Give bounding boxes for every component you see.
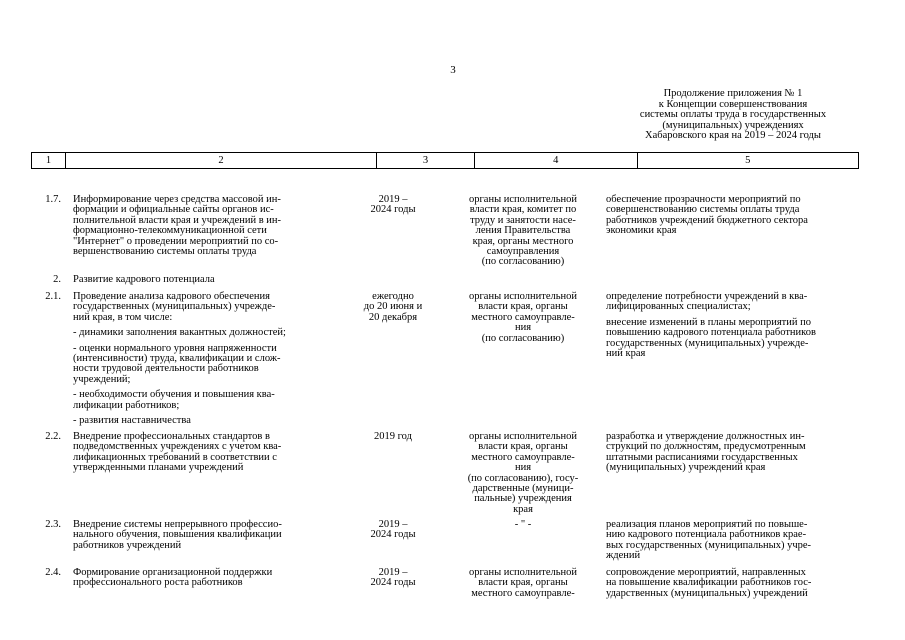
action-line: - оценки нормального уровня напряженности — [73, 342, 277, 354]
result-line: обеспечение прозрачности мероприятий по — [606, 194, 801, 205]
action-line: профессионального роста работников — [73, 577, 243, 589]
action-paragraph — [73, 520, 343, 551]
responsible-cell — [446, 195, 600, 268]
term-line: 2019 – — [378, 567, 408, 578]
result-line: сопровождение мероприятий, направленных — [606, 567, 806, 578]
header-cell-number: 1 — [32, 153, 66, 168]
action-cell — [73, 568, 343, 589]
term-cell — [353, 432, 433, 442]
result-line: экономики края — [606, 225, 677, 237]
responsible-line: местного самоуправле- — [471, 587, 575, 599]
result-paragraph — [606, 318, 858, 360]
result-line: лифицированных специалистах; — [606, 301, 751, 313]
action-line: формационно-телекоммуникационной сети — [73, 225, 267, 237]
term-line: 20 декабря — [368, 311, 418, 323]
term-line: 2024 годы — [370, 204, 416, 216]
action-paragraph — [73, 275, 343, 285]
action-paragraph — [73, 328, 343, 338]
action-line: государственных (муниципальных) учрежде- — [73, 301, 276, 313]
term-cell — [353, 195, 433, 216]
row-number: 2.2. — [45, 431, 61, 442]
action-line: ний края, в том числе: — [73, 311, 173, 323]
header-cell-result: 5 — [745, 155, 751, 166]
result-line: струкций по должностям, предусмотренным — [606, 441, 806, 453]
result-line: внесение изменений в планы мероприятий по — [606, 316, 812, 328]
result-line: определение потребности учреждений в ква- — [606, 291, 808, 302]
result-cell — [606, 520, 858, 562]
action-line: Внедрение системы непрерывного профессио- — [73, 519, 282, 530]
responsible-line: власти края, органы — [478, 441, 568, 453]
result-line: (муниципальных) учреждений края — [606, 462, 766, 474]
action-line: работников учреждений — [73, 539, 182, 551]
action-line: подведомственных учреждениях с учетом ква- — [73, 441, 282, 453]
row-number: 2.3. — [45, 519, 61, 530]
action-paragraph — [73, 292, 343, 323]
action-line: ности трудовой деятельности работников — [73, 363, 259, 375]
action-cell — [73, 275, 343, 285]
row-number: 2.1. — [45, 291, 61, 302]
action-line: - развития наставничества — [73, 415, 191, 427]
responsible-line: (по согласованию) — [481, 332, 565, 344]
term-cell — [353, 568, 433, 589]
responsible-line: власти края, органы — [478, 301, 568, 313]
appendix-line: системы оплаты труда в государственных — [639, 109, 827, 121]
responsible-cell — [446, 432, 600, 515]
responsible-line: - " - — [514, 519, 532, 530]
action-line: Формирование организационной поддержки — [73, 567, 273, 578]
action-cell — [73, 520, 343, 551]
result-cell — [606, 568, 858, 599]
result-line: ждений — [606, 550, 641, 562]
result-cell — [606, 195, 858, 237]
action-line: формации и официальные сайты органов ис- — [73, 204, 274, 216]
result-line: ний края — [606, 348, 646, 360]
responsible-line: органы исполнительной — [468, 431, 578, 442]
responsible-line: (по согласованию) — [481, 256, 565, 268]
appendix-line: Продолжение приложения № 1 — [663, 88, 803, 99]
result-line: штатными расписаниями государственных — [606, 451, 798, 463]
result-paragraph — [606, 195, 858, 237]
action-paragraph — [73, 195, 343, 257]
table-header-row — [31, 152, 859, 169]
responsible-line: органы исполнительной — [468, 291, 578, 302]
action-cell — [73, 292, 343, 426]
action-paragraph — [73, 390, 343, 411]
result-paragraph — [606, 568, 858, 599]
action-cell — [73, 432, 343, 474]
appendix-line: к Концепции совершенствования — [658, 98, 808, 110]
action-line: "Интернет" о проведении мероприятий по со- — [73, 235, 279, 247]
term-line: 2024 годы — [370, 529, 416, 541]
action-paragraph — [73, 344, 343, 386]
action-line: утвержденными планами учреждений — [73, 462, 244, 474]
action-line: - необходимости обучения и повышения ква- — [73, 389, 275, 401]
action-paragraph — [73, 568, 343, 589]
term-line: 2019 год — [374, 431, 412, 442]
result-paragraph — [606, 292, 858, 313]
result-cell — [606, 292, 858, 359]
responsible-cell — [446, 568, 600, 599]
result-line: повышению кадрового потенциала работников — [606, 327, 816, 339]
row-number: 2. — [53, 274, 61, 285]
action-cell — [73, 195, 343, 257]
term-line: до 20 июня и — [363, 301, 423, 313]
action-line: учреждений; — [73, 373, 131, 385]
responsible-cell — [446, 520, 600, 530]
term-cell — [353, 292, 433, 323]
row-number: 1.7. — [45, 194, 61, 205]
result-line: совершенствованию системы оплаты труда — [606, 204, 800, 216]
responsible-line: ления Правительства — [475, 225, 571, 237]
term-line: 2019 – — [378, 519, 408, 530]
term-line: ежегодно — [372, 291, 414, 302]
action-line: - динамики заполнения вакантных должностей; — [73, 327, 286, 339]
row-number: 2.4. — [45, 567, 61, 578]
responsible-line: власти края, органы — [478, 577, 568, 589]
action-paragraph — [73, 432, 343, 474]
responsible-cell — [446, 292, 600, 344]
responsible-line: самоуправления — [486, 246, 560, 258]
action-line: (интенсивности) труда, квалификации и слож- — [73, 353, 281, 365]
page-number: 3 — [450, 64, 456, 76]
term-line: 2024 годы — [370, 577, 416, 589]
responsible-line: местного самоуправле- — [471, 311, 575, 323]
responsible-line: пальные) учреждения — [474, 493, 572, 505]
responsible-line: края — [513, 503, 533, 515]
result-paragraph — [606, 520, 858, 562]
result-line: на повышение квалификации работников гос- — [606, 577, 812, 589]
action-line: вершенствованию системы оплаты труда — [73, 246, 257, 258]
result-paragraph — [606, 432, 858, 474]
responsible-line: ния — [514, 462, 532, 474]
term-line: 2019 – — [378, 194, 408, 205]
result-line: работников учреждений бюджетного сектора — [606, 214, 808, 226]
result-line: реализация планов мероприятий по повыше- — [606, 519, 808, 530]
responsible-line: труду и занятости насе- — [470, 214, 576, 226]
header-cell-responsible: 4 — [475, 153, 638, 168]
header-cell-action: 2 — [66, 153, 377, 168]
result-line: нию кадрового потенциала работников крае- — [606, 529, 807, 541]
header-cell-term: 3 — [377, 153, 475, 168]
responsible-line: власти края, комитет по — [469, 204, 577, 216]
result-line: ударственных (муниципальных) учреждений — [606, 587, 808, 599]
result-line: государственных (муниципальных) учрежде- — [606, 337, 809, 349]
action-line: Проведение анализа кадрового обеспечения — [73, 291, 270, 302]
action-line: Развитие кадрового потенциала — [73, 274, 215, 285]
action-line: Внедрение профессиональных стандартов в — [73, 431, 270, 442]
action-line: лификационных требований в соответствии с — [73, 451, 277, 463]
result-line: разработка и утверждение должностных ин- — [606, 431, 805, 442]
action-line: полнительной власти края и учреждений в ин- — [73, 214, 282, 226]
result-cell — [606, 432, 858, 474]
action-line: Информирование через средства массовой ин- — [73, 194, 281, 205]
responsible-line: органы исполнительной — [468, 194, 578, 205]
result-line: вых государственных (муниципальных) учре- — [606, 539, 812, 551]
appendix-heading — [608, 89, 858, 142]
responsible-line: края, органы местного — [472, 235, 574, 247]
responsible-line: дарственные (муници- — [472, 483, 574, 495]
action-line: нального обучения, повышения квалификации — [73, 529, 282, 541]
term-cell — [353, 520, 433, 541]
responsible-line: органы исполнительной — [468, 567, 578, 578]
responsible-line: ния — [514, 322, 532, 334]
responsible-line: (по согласованию), госу- — [467, 472, 579, 484]
action-line: лификации работников; — [73, 399, 180, 411]
responsible-line: местного самоуправле- — [471, 451, 575, 463]
appendix-line: Хабаровского края на 2019 – 2024 годы — [645, 130, 821, 142]
appendix-line: (муниципальных) учреждениях — [662, 119, 804, 131]
action-paragraph — [73, 416, 343, 426]
